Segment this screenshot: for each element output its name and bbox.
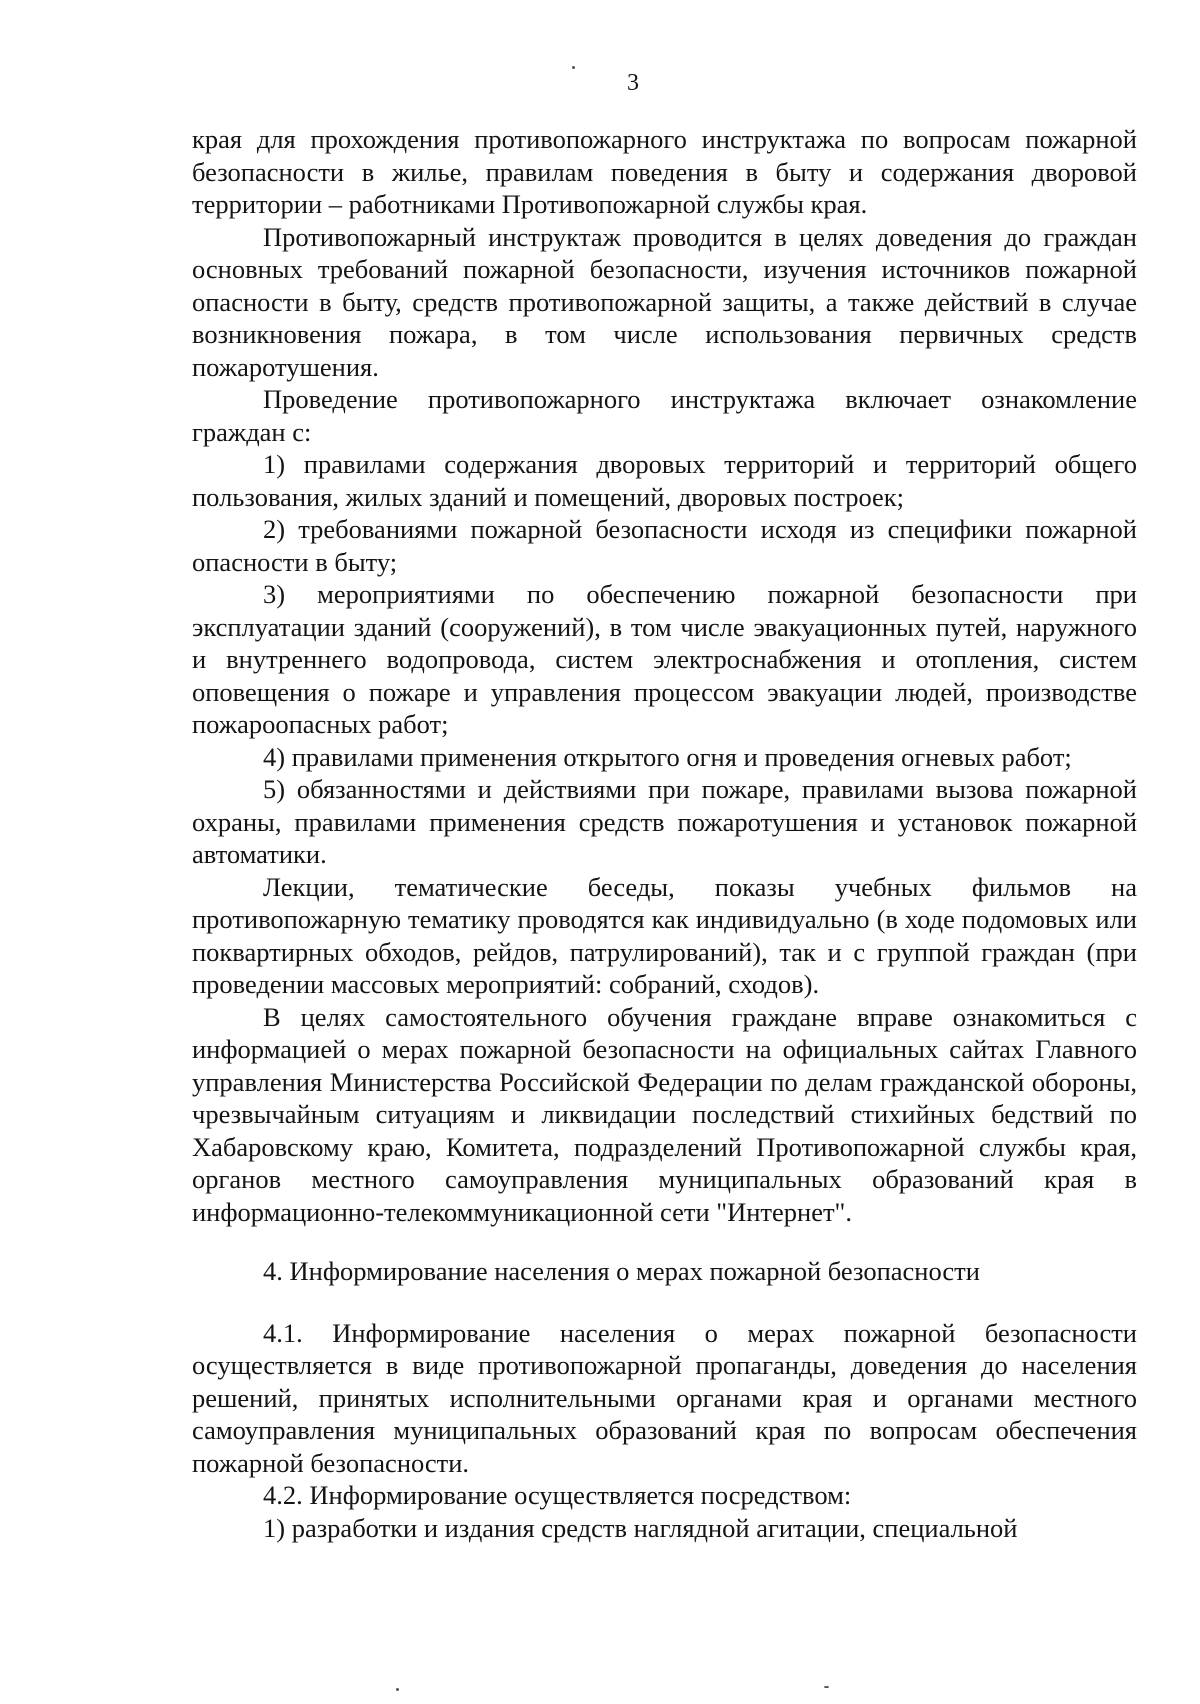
scan-speck <box>572 66 575 69</box>
document-body <box>192 123 1137 1544</box>
list-item: 4) правилами применения открытого огня и проведения огневых работ; <box>263 741 1072 772</box>
paragraph: Проведение противопожарного инструктажа включает ознакомление граждан с: <box>192 384 1137 447</box>
paragraph: Лекции, тематические беседы, показы учебных фильмов на противопожарную тематику проводятся как индивидуально (в ходе подомовых или поквартирных обходов, рейдов, патрулирований), так и с группой граждан (при проведении массовых мероприятий: собраний, сходов). <box>192 871 1137 999</box>
scan-speck <box>824 1686 829 1688</box>
paragraph: В целях самостоятельного обучения граждане вправе ознакомиться с информацией о мерах пожарной безопасности на официальных сайтах Главного управления Министерства Российской Федерации по делам гражданской обороны, чрезвычайным ситуациям и ликвидации последствий стихийных бедствий по Хабаровскому краю, Комитета, подразделений Противопожарной службы края, органов местного самоуправления муниципальных образований края в информационно-телекоммуникационной сети "Интернет". <box>192 1001 1137 1227</box>
list-item: 1) правилами содержания дворовых территорий и территорий общего пользования, жилых зданий и помещений, дворовых построек; <box>192 449 1137 512</box>
list-item: 3) мероприятиями по обеспечению пожарной безопасности при эксплуатации зданий (сооружений), в том числе эвакуационных путей, наружного и внутреннего водопровода, систем электроснабжения и отопления, систем оповещения о пожаре и управления процессом эвакуации людей, производстве пожароопасных работ; <box>192 579 1137 739</box>
scan-speck <box>396 1688 399 1691</box>
paragraph: Противопожарный инструктаж проводится в целях доведения до граждан основных требований пожарной безопасности, изучения источников пожарной опасности в быту, средств противопожарной защиты, а также действий в случае возникновения пожара, в том числе использования первичных средств пожаротушения. <box>192 221 1137 382</box>
paragraph: края для прохождения противопожарного инструктажа по вопросам пожарной безопасности в жилье, правилам поведения в быту и содержания дворовой территории – работниками Противопожарной службы края. <box>192 124 1137 219</box>
page-number: 3 <box>627 70 639 96</box>
list-item: 5) обязанностями и действиями при пожаре, правилами вызова пожарной охраны, правилами применения средств пожаротушения и установок пожарной автоматики. <box>192 774 1137 869</box>
paragraph: 4.2. Информирование осуществляется посредством: <box>263 1480 852 1510</box>
list-item: 2) требованиями пожарной безопасности исходя из специфики пожарной опасности в быту; <box>192 514 1137 577</box>
list-item: 1) разработки и издания средств наглядной агитации, специальной <box>263 1512 1018 1543</box>
paragraph: 4.1. Информирование населения о мерах пожарной безопасности осуществляется в виде противопожарной пропаганды, доведения до населения решений, принятых исполнительными органами края и органами местного самоуправления муниципальных образований края по вопросам обеспечения пожарной безопасности. <box>192 1317 1137 1478</box>
section-heading: 4. Информирование населения о мерах пожарной безопасности <box>263 1256 980 1286</box>
